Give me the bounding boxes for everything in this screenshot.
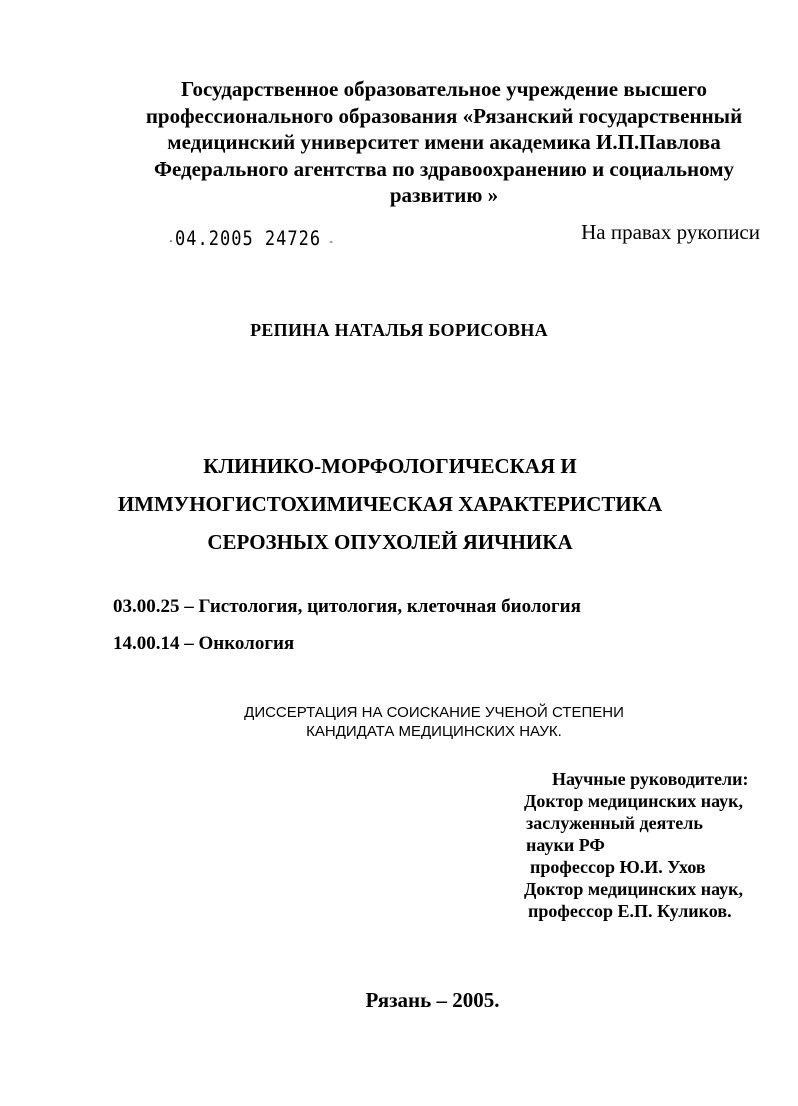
supervisor-line: заслуженный деятель: [526, 813, 703, 833]
manuscript-rights: На правах рукописи: [581, 220, 760, 244]
scientific-supervisors: [524, 768, 748, 922]
supervisor-line: профессор Е.П. Куликов.: [528, 901, 732, 921]
stamp-mark: ·: [168, 235, 176, 249]
title-line: КЛИНИКО-МОРФОЛОГИЧЕСКАЯ И: [203, 454, 577, 478]
institution-line: профессионального образования «Рязанский государственный: [145, 103, 743, 128]
supervisor-line: профессор Ю.И. Ухов: [530, 857, 706, 877]
specialty-code-histology: 03.00.25 – Гистология, цитология, клеточная биология: [113, 596, 581, 617]
institution-line: развитию »: [389, 183, 499, 207]
library-stamp-number: [168, 228, 335, 251]
institution-line: Федерального агентства по здравоохранению и социальному: [153, 156, 735, 181]
city-year: Рязань – 2005.: [365, 988, 500, 1012]
author-name: РЕПИНА НАТАЛЬЯ БОРИСОВНА: [250, 320, 548, 340]
stamp-text: 04.2005 24726: [175, 227, 322, 251]
institution-line: Государственное образовательное учреждение высшего: [181, 77, 707, 101]
supervisor-line: науки РФ: [526, 835, 605, 855]
supervisors-heading: Научные руководители:: [552, 769, 749, 789]
supervisor-line: Доктор медицинских наук,: [524, 879, 744, 899]
degree-line: ДИССЕРТАЦИЯ НА СОИСКАНИЕ УЧЕНОЙ СТЕПЕНИ: [244, 704, 624, 721]
institution-line: медицинский университет имени академика И.П.Павлова: [167, 130, 721, 154]
institution-name: [110, 76, 778, 209]
specialty-code-oncology: 14.00.14 – Онкология: [113, 633, 295, 654]
degree-line: КАНДИДАТА МЕДИЦИНСКИХ НАУК.: [306, 723, 562, 740]
supervisor-line: Доктор медицинских наук,: [524, 791, 744, 811]
title-line: СЕРОЗНЫХ ОПУХОЛЕЙ ЯИЧНИКА: [207, 530, 573, 554]
stamp-mark: -: [321, 235, 336, 249]
title-line: ИММУНОГИСТОХИМИЧЕСКАЯ ХАРАКТЕРИСТИКА: [117, 492, 663, 516]
degree-statement: [60, 703, 798, 741]
dissertation-title: [40, 447, 740, 561]
